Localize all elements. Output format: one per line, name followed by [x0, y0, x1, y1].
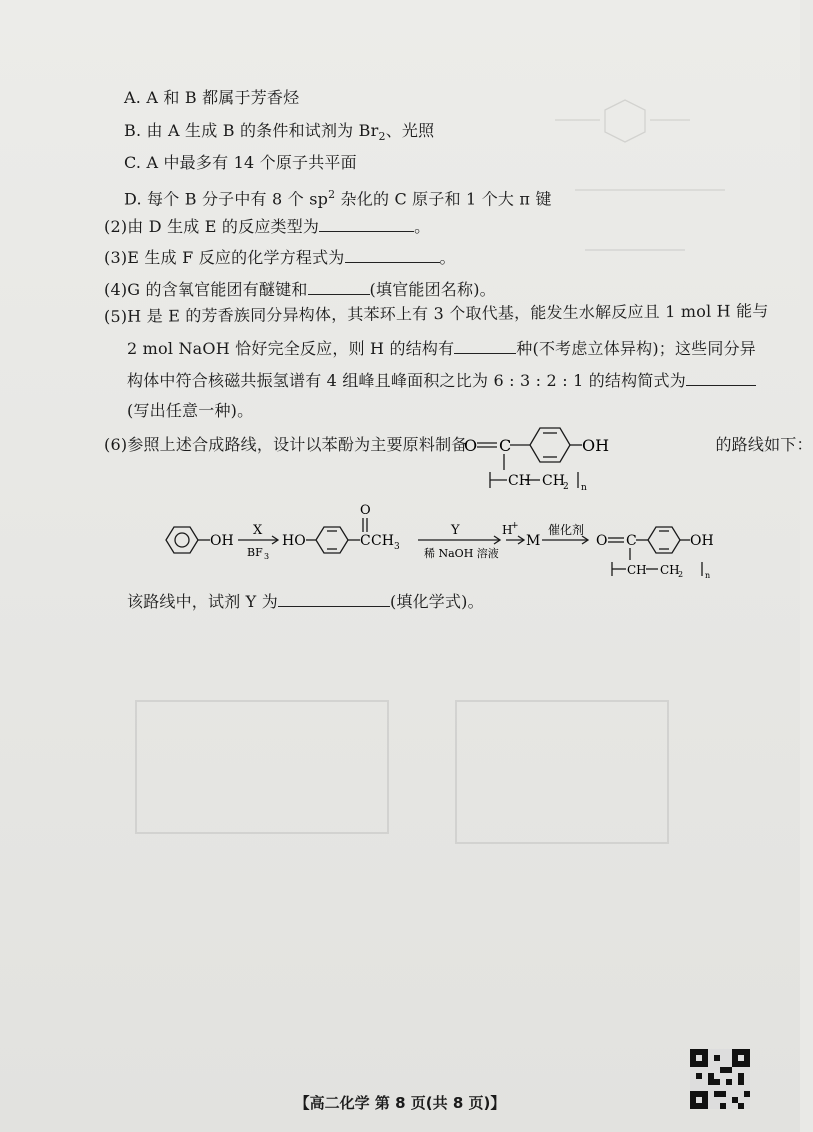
acetyl-carbon-label: C	[360, 533, 371, 549]
question-5-line-1: (5)H 是 E 的芳香族同分异构体，其苯环上有 3 个取代基，能发生水解反应且 1 mol H 能与	[103, 301, 769, 326]
question-5-text-c: 构体中符合核磁共振氢谱有 4 组峰且峰面积之比为 6 : 3 : 2 : 1 的结构简式为	[127, 371, 686, 390]
bleed-through-box-left	[135, 700, 389, 834]
bf3-subscript: 3	[264, 552, 270, 561]
answer-blank-5-count[interactable]	[454, 339, 516, 354]
answer-blank-6[interactable]	[278, 592, 390, 607]
question-2-text: (2)由 D 生成 E 的反应类型为	[104, 217, 320, 236]
question-4	[104, 279, 496, 301]
option-a: A. A 和 B 都属于芳香烃	[124, 88, 300, 107]
product-carbon-label: C	[626, 533, 637, 549]
bleed-through-structure	[545, 80, 745, 300]
product-ch2-label: CH	[660, 563, 680, 577]
target-n-label: n	[581, 483, 587, 493]
answer-blank-4[interactable]	[308, 280, 370, 295]
question-5-line-2	[127, 338, 756, 360]
h-plus-charge: +	[511, 521, 519, 531]
product-ch2-subscript: 2	[678, 570, 684, 579]
answer-blank-5-structure[interactable]	[686, 371, 756, 386]
bleed-through-box-right	[455, 700, 669, 844]
question-6-ask-end: (填化学式)。	[389, 592, 484, 611]
option-b-text: B. 由 A 生成 B 的条件和试剂为 Br	[124, 121, 379, 140]
question-6-intro-text: (6)参照上述合成路线，设计以苯酚为主要原料制备	[104, 435, 468, 454]
ho-label: HO	[282, 533, 306, 549]
product-n-label: n	[705, 571, 711, 580]
dilute-naoh-label: 稀 NaOH 溶液	[424, 547, 499, 560]
question-3-end: 。	[439, 248, 456, 267]
question-5-text-b: 种(不考虑立体异构)；这些同分异	[516, 339, 756, 358]
question-6-ask-text: 该路线中，试剂 Y 为	[127, 592, 278, 611]
h-plus-label: H	[502, 523, 513, 537]
target-polymer-structure	[462, 424, 702, 494]
option-d	[124, 184, 552, 210]
page-footer: 【高二化学 第 8 页(共 8 页)】	[294, 1094, 506, 1112]
target-ch-label: CH	[508, 473, 531, 489]
question-6-intro	[104, 434, 813, 456]
intermediate-m-label: M	[526, 533, 541, 549]
product-ch-label: CH	[627, 563, 647, 577]
question-5-line-4: (写出任意一种)。	[127, 401, 254, 420]
synthesis-route-scheme	[160, 500, 740, 580]
bf3-label: BF	[247, 546, 263, 559]
target-oxygen-label: O	[464, 436, 478, 455]
question-3-text: (3)E 生成 F 反应的化学方程式为	[104, 248, 345, 267]
catalyst-label: 催化剂	[548, 523, 585, 537]
question-2	[104, 216, 430, 238]
option-d-text-end: 杂化的 C 原子和 1 个大 π 键	[335, 189, 552, 209]
reagent-y-label: Y	[451, 523, 460, 538]
question-4-text: (4)G 的含氧官能团有醚键和	[104, 280, 308, 299]
question-2-end: 。	[414, 217, 431, 236]
target-carbon-label: C	[499, 436, 512, 455]
question-6-ask	[127, 591, 484, 613]
phenol-ring	[166, 527, 198, 553]
reagent-x-label: X	[253, 523, 263, 538]
question-5-line-3	[127, 370, 756, 392]
question-4-end: (填官能团名称)。	[369, 280, 496, 299]
answer-blank-3[interactable]	[345, 248, 440, 263]
target-ch2-subscript: 2	[563, 482, 569, 492]
question-6-intro-end: 的路线如下：	[715, 435, 813, 454]
phenol-oh-label: OH	[210, 533, 234, 549]
option-c: C. A 中最多有 14 个原子共平面	[124, 153, 357, 172]
question-5-text-a: 2 mol NaOH 恰好完全反应，则 H 的结构有	[127, 339, 455, 358]
product-hydroxyl-label: OH	[690, 533, 714, 549]
product-oxygen-label: O	[596, 533, 608, 549]
option-d-superscript: 2	[328, 188, 336, 201]
acetyl-oxygen-label: O	[360, 503, 371, 518]
option-b-text-end: 、光照	[385, 121, 435, 140]
option-b-subscript: 2	[378, 130, 386, 144]
target-hydroxyl-label: OH	[582, 436, 610, 455]
acetyl-ch3-subscript: 3	[394, 542, 400, 552]
question-3	[104, 247, 456, 269]
option-d-text: D. 每个 B 分子中有 8 个 sp	[124, 189, 329, 209]
option-b	[124, 120, 434, 148]
answer-blank-2[interactable]	[319, 217, 414, 232]
target-ch2-label: CH	[542, 473, 565, 489]
acetyl-ch3-label: CH	[371, 533, 394, 549]
